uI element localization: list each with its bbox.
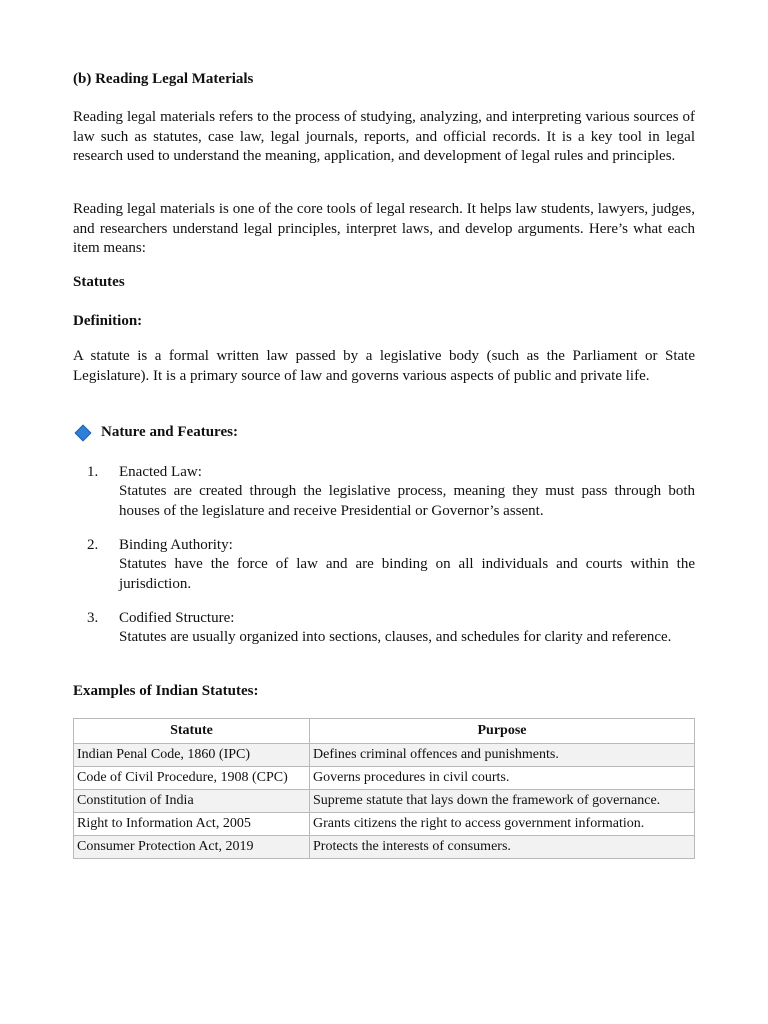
table-row	[74, 836, 695, 859]
purpose-cell: Governs procedures in civil courts.	[310, 767, 695, 790]
blue-diamond-icon	[75, 424, 92, 441]
nature-heading: Nature and Features:	[101, 424, 238, 440]
feature-body: Statutes are usually organized into sections, clauses, and schedules for clarity and reference.	[119, 629, 672, 645]
feature-number: 2.	[87, 537, 99, 553]
table-row	[74, 767, 695, 790]
statute-cell: Consumer Protection Act, 2019	[74, 836, 310, 859]
statute-cell: Indian Penal Code, 1860 (IPC)	[74, 744, 310, 767]
feature-number: 1.	[87, 464, 99, 480]
feature-item	[73, 609, 695, 669]
column-header-purpose: Purpose	[310, 719, 695, 744]
examples-heading: Examples of Indian Statutes:	[73, 683, 259, 699]
statute-cell: Right to Information Act, 2005	[74, 813, 310, 836]
table-header-row	[74, 719, 695, 744]
section-heading: (b) Reading Legal Materials	[73, 71, 254, 87]
feature-title: Codified Structure:	[119, 610, 235, 626]
purpose-cell: Protects the interests of consumers.	[310, 836, 695, 859]
feature-item	[73, 536, 695, 596]
feature-title: Enacted Law:	[119, 464, 202, 480]
intro-paragraph-1: Reading legal materials refers to the process of studying, analyzing, and interpreting various sources of law such as statutes, case law, legal journals, reports, and official records. It is a key tool in legal research used to understand the meaning, application, and development of legal rules and principles.	[73, 109, 695, 164]
feature-title: Binding Authority:	[119, 537, 233, 553]
nature-heading-row	[73, 423, 238, 442]
statute-cell: Code of Civil Procedure, 1908 (CPC)	[74, 767, 310, 790]
intro-paragraph-2: Reading legal materials is one of the core tools of legal research. It helps law students, lawyers, judges, and researchers understand legal principles, interpret laws, and develop arguments. Here’s what each item means:	[73, 201, 695, 256]
table-row	[74, 790, 695, 813]
feature-body: Statutes are created through the legislative process, meaning they must pass through both houses of the legislature and receive Presidential or Governor’s assent.	[119, 483, 695, 519]
table-row	[74, 813, 695, 836]
definition-heading: Definition:	[73, 313, 143, 329]
statutes-table	[73, 718, 695, 859]
feature-body: Statutes have the force of law and are binding on all individuals and courts within the jurisdiction.	[119, 556, 695, 592]
purpose-cell: Grants citizens the right to access government information.	[310, 813, 695, 836]
purpose-cell: Supreme statute that lays down the framework of governance.	[310, 790, 695, 813]
feature-number: 3.	[87, 610, 99, 626]
feature-item	[73, 463, 695, 523]
definition-text: A statute is a formal written law passed by a legislative body (such as the Parliament or State Legislature). It is a primary source of law and governs various aspects of public and private life.	[73, 348, 695, 384]
statutes-heading: Statutes	[73, 274, 125, 290]
table-row	[74, 744, 695, 767]
purpose-cell: Defines criminal offences and punishments.	[310, 744, 695, 767]
statute-cell: Constitution of India	[74, 790, 310, 813]
column-header-statute: Statute	[74, 719, 310, 744]
